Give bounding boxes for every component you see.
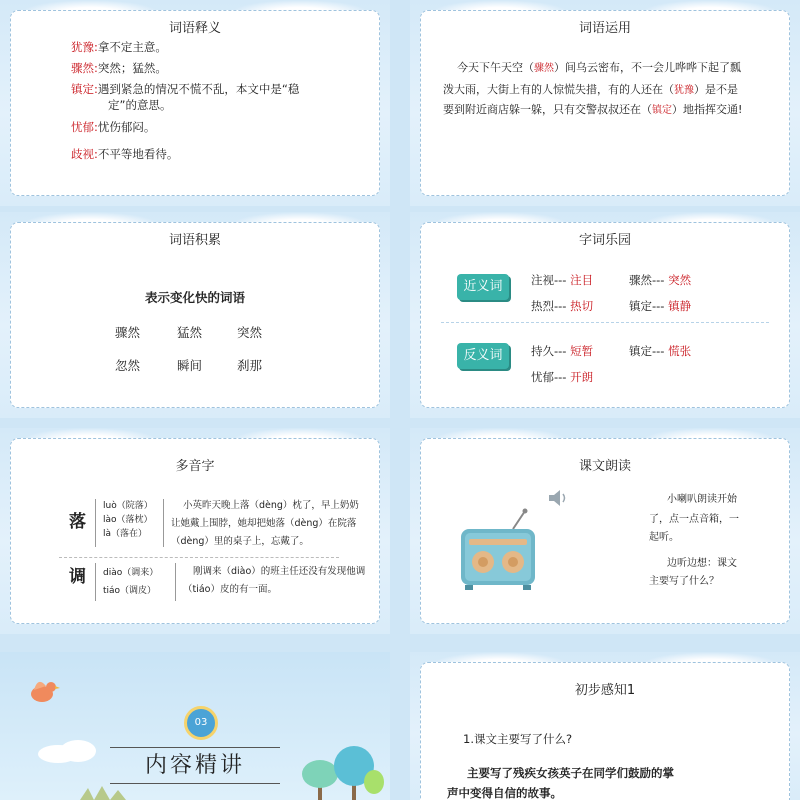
- example-sentence: 让她戴上围脖，她却把她落（dèng）在院落: [171, 518, 357, 529]
- slide-title: 初步感知1: [574, 683, 636, 698]
- word: 镇定---: [629, 344, 665, 358]
- pinyin: tiáo（调皮）: [103, 586, 157, 596]
- answer: 犹豫: [674, 85, 694, 96]
- answer: 注目: [570, 273, 594, 287]
- slide-title: 课文朗读: [578, 459, 631, 474]
- word: 持久---: [531, 344, 567, 358]
- content-card: [10, 10, 380, 196]
- radio-icon[interactable]: [455, 507, 545, 597]
- answer: 主要写了残疾女孩英子在同学们鼓励的掌: [467, 766, 674, 780]
- word: 骤然: [115, 325, 141, 340]
- reading-instruction: 起听。: [649, 532, 679, 543]
- definition: 突然；猛然。: [97, 61, 167, 75]
- answer: 镇静: [668, 299, 692, 313]
- word: 热烈---: [531, 299, 567, 313]
- sentence-text: 要到附近商店躲一躲，只有交警叔叔还在（: [443, 103, 652, 116]
- divider: [95, 499, 96, 547]
- content-card: [10, 222, 380, 408]
- divider: [175, 563, 176, 601]
- term: 骤然:: [71, 61, 98, 75]
- reading-instruction: 小喇叭朗读开始: [667, 494, 737, 505]
- example-sentence: （tiáo）皮的有一面。: [183, 584, 277, 595]
- term: 犹豫:: [71, 40, 98, 54]
- divider: [95, 563, 96, 601]
- answer: 热切: [570, 299, 594, 313]
- slide-section-cover[interactable]: [0, 652, 390, 800]
- slide-text-reading[interactable]: [410, 428, 800, 634]
- reading-instruction: 主要写了什么？: [649, 576, 719, 587]
- word: 忧郁---: [531, 370, 567, 384]
- antonym-badge: 反义词: [457, 343, 509, 369]
- sentence-text: ）地指挥交通!: [672, 103, 743, 116]
- slide-polyphones[interactable]: [0, 428, 390, 634]
- sentence-text: 今天下午天空（: [457, 61, 534, 74]
- example-sentence: 刚调来（diào）的班主任还没有发现他调: [193, 566, 366, 577]
- slide-title: 词语运用: [578, 21, 631, 36]
- term: 忧郁:: [71, 120, 98, 134]
- cloud-decor: [36, 738, 106, 764]
- answer: 声中变得自信的故事。: [447, 786, 562, 800]
- pinyin: diào（调来）: [103, 568, 159, 578]
- section-heading: 内容精讲: [144, 753, 245, 778]
- term: 歧视:: [71, 147, 98, 161]
- sentence-text: ）间乌云密布，不一会儿哗哗下起了瓢: [554, 61, 741, 74]
- definition: 拿不定主意。: [97, 40, 167, 54]
- example-sentence: 小英昨天晚上落（dèng）枕了，早上奶奶: [183, 500, 359, 511]
- word: 刹那: [237, 358, 263, 373]
- pinyin: luò（院落）: [103, 501, 153, 511]
- slide-title: 多音字: [175, 459, 215, 474]
- definition-cont: 定”的意思。: [108, 98, 172, 112]
- divider: [163, 499, 164, 547]
- sentence-text: 泼大雨，大街上有的人惊慌失措，有的人还在（: [443, 83, 674, 96]
- word: 瞬间: [177, 358, 203, 373]
- pinyin: lào（落枕）: [103, 515, 153, 525]
- trees-icon: [294, 742, 384, 800]
- word: 镇定---: [629, 299, 665, 313]
- content-card: [420, 662, 790, 800]
- term: 镇定:: [71, 82, 98, 96]
- bird-icon: [24, 672, 60, 706]
- content-card: [10, 438, 380, 624]
- slide-title: 字词乐园: [578, 233, 631, 248]
- divider: [59, 557, 339, 558]
- slide-word-meanings[interactable]: [0, 0, 390, 206]
- reading-instruction: 了，点一点音箱，一: [649, 514, 739, 525]
- word: 注视---: [531, 273, 567, 287]
- grass-icon: [80, 784, 140, 800]
- example-sentence: （dèng）里的桌子上，忘戴了。: [171, 536, 309, 547]
- divider: [110, 747, 280, 748]
- answer: 骤然: [534, 63, 554, 74]
- section-number: 03: [184, 706, 218, 740]
- answer: 慌张: [668, 344, 692, 358]
- content-card: [420, 438, 790, 624]
- definition: 遇到紧急的情况不慌不乱，本文中是“稳: [97, 82, 300, 96]
- word: 猛然: [177, 325, 203, 340]
- word: 忽然: [115, 358, 141, 373]
- word: 突然: [237, 325, 263, 340]
- answer: 突然: [668, 273, 692, 287]
- subheading: 表示变化快的词语: [144, 290, 245, 305]
- answer: 短暂: [570, 344, 594, 358]
- polyphone-char: 调: [69, 567, 86, 587]
- content-card: [420, 222, 790, 408]
- pinyin: là（落在）: [103, 529, 148, 539]
- content-card: [420, 10, 790, 196]
- slide-initial-perception[interactable]: [410, 652, 800, 800]
- slide-word-park[interactable]: [410, 212, 800, 418]
- polyphone-char: 落: [69, 512, 86, 532]
- slide-title: 词语积累: [168, 233, 221, 248]
- answer: 镇定: [652, 105, 672, 116]
- answer: 开朗: [570, 370, 594, 384]
- word: 骤然---: [629, 273, 665, 287]
- speaker-icon[interactable]: [547, 489, 569, 507]
- divider: [441, 322, 769, 323]
- slide-word-accumulation[interactable]: [0, 212, 390, 418]
- slide-word-usage[interactable]: [410, 0, 800, 206]
- sentence-text: ）是不是: [694, 83, 738, 96]
- reading-instruction: 边听边想：课文: [667, 558, 737, 569]
- synonym-badge: 近义词: [457, 274, 509, 300]
- slide-title: 词语释义: [168, 21, 221, 36]
- question: 1.课文主要写了什么?: [463, 732, 573, 746]
- definition: 忧伤郁闷。: [97, 120, 156, 134]
- definition: 不平等地看待。: [97, 147, 179, 161]
